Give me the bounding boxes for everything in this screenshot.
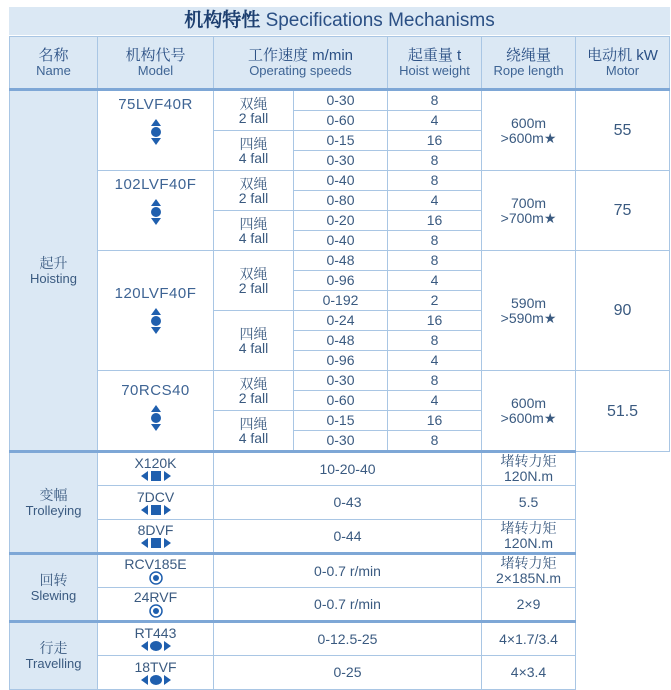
speed-value: 0-0.7 r/min xyxy=(214,554,482,588)
model-cell: 70RCS40 xyxy=(98,371,214,452)
speed-value: 0-30 xyxy=(294,371,388,391)
model-cell: 24RVF xyxy=(98,588,214,622)
speed-value: 0-30 xyxy=(294,151,388,171)
model-cell: RCV185E xyxy=(98,554,214,588)
model-cell: 75LVF40R xyxy=(98,90,214,171)
weight-value: 8 xyxy=(388,171,482,191)
fall-2-cell: 双绳 2 fall xyxy=(214,171,294,211)
weight-value: 8 xyxy=(388,90,482,111)
speed-value: 0-43 xyxy=(214,486,482,520)
header-motor: 电动机 kW Motor xyxy=(576,37,670,90)
motor-value: 堵转力矩 2×185N.m xyxy=(482,554,576,588)
rope-cell: 700m >700m★ xyxy=(482,171,576,251)
specifications-table xyxy=(9,36,670,690)
motor-value: 2×9 xyxy=(482,588,576,622)
motor-value: 55 xyxy=(576,90,670,171)
speed-value: 0-40 xyxy=(294,171,388,191)
speed-value: 0-15 xyxy=(294,411,388,431)
speed-value: 0-48 xyxy=(294,331,388,351)
speed-value: 0-192 xyxy=(294,291,388,311)
header-row xyxy=(10,37,670,90)
page-title xyxy=(9,7,670,35)
weight-value: 16 xyxy=(388,211,482,231)
title-cn: 机构特性 xyxy=(184,10,261,31)
category-trolleying: 变幅 Trolleying xyxy=(10,452,98,554)
speed-value: 0-12.5-25 xyxy=(214,622,482,656)
motor-value: 51.5 xyxy=(576,371,670,452)
weight-value: 8 xyxy=(388,151,482,171)
speed-value: 0-25 xyxy=(214,656,482,690)
table-row xyxy=(10,554,670,588)
left-right-arrows-icon xyxy=(140,504,172,516)
speed-value: 0-60 xyxy=(294,111,388,131)
motor-value: 4×3.4 xyxy=(482,656,576,690)
speed-value: 0-96 xyxy=(294,271,388,291)
motor-value: 5.5 xyxy=(482,486,576,520)
motor-value: 75 xyxy=(576,171,670,251)
weight-value: 8 xyxy=(388,231,482,251)
header-model: 机构代号 Model xyxy=(98,37,214,90)
speed-value: 0-48 xyxy=(294,251,388,271)
table-row xyxy=(10,520,670,554)
up-down-arrows-icon xyxy=(149,404,163,432)
speed-value: 0-30 xyxy=(294,431,388,452)
table-row xyxy=(10,171,670,191)
category-travelling: 行走 Travelling xyxy=(10,622,98,690)
fall-4-cell: 四绳 4 fall xyxy=(214,131,294,171)
weight-value: 8 xyxy=(388,331,482,351)
fall-2-cell: 双绳 2 fall xyxy=(214,90,294,131)
fall-4-cell: 四绳 4 fall xyxy=(214,411,294,452)
title-en: Specifications Mechanisms xyxy=(265,10,495,31)
weight-value: 8 xyxy=(388,431,482,452)
rope-cell: 600m >600m★ xyxy=(482,90,576,171)
table-row xyxy=(10,622,670,656)
left-right-arrows-icon xyxy=(140,470,172,482)
fall-2-cell: 双绳 2 fall xyxy=(214,371,294,411)
fall-4-cell: 四绳 4 fall xyxy=(214,311,294,371)
weight-value: 4 xyxy=(388,191,482,211)
table-row xyxy=(10,371,670,391)
model-cell: 7DCV xyxy=(98,486,214,520)
model-cell: 102LVF40F xyxy=(98,171,214,251)
speed-value: 0-80 xyxy=(294,191,388,211)
speed-value: 0-15 xyxy=(294,131,388,151)
rotation-icon xyxy=(149,571,163,585)
motor-value: 堵转力矩 120N.m xyxy=(482,452,576,486)
rope-cell: 590m >590m★ xyxy=(482,251,576,371)
up-down-arrows-icon xyxy=(149,307,163,335)
speed-value: 0-44 xyxy=(214,520,482,554)
speed-value: 0-40 xyxy=(294,231,388,251)
speed-value: 0-20 xyxy=(294,211,388,231)
left-right-arrows-icon xyxy=(140,537,172,549)
fall-2-cell: 双绳 2 fall xyxy=(214,251,294,311)
header-speed: 工作速度 m/min Operating speeds xyxy=(214,37,388,90)
table-row xyxy=(10,588,670,622)
model-cell: RT443 xyxy=(98,622,214,656)
motor-value: 4×1.7/3.4 xyxy=(482,622,576,656)
weight-value: 16 xyxy=(388,131,482,151)
speed-value: 0-0.7 r/min xyxy=(214,588,482,622)
model-cell: 18TVF xyxy=(98,656,214,690)
header-weight: 起重量 t Hoist weight xyxy=(388,37,482,90)
speed-value: 0-24 xyxy=(294,311,388,331)
weight-value: 16 xyxy=(388,411,482,431)
model-cell: 120LVF40F xyxy=(98,251,214,371)
speed-value: 0-30 xyxy=(294,90,388,111)
motor-value: 堵转力矩 120N.m xyxy=(482,520,576,554)
weight-value: 4 xyxy=(388,351,482,371)
up-down-arrows-icon xyxy=(149,198,163,226)
table-row xyxy=(10,486,670,520)
weight-value: 4 xyxy=(388,391,482,411)
weight-value: 4 xyxy=(388,111,482,131)
weight-value: 2 xyxy=(388,291,482,311)
up-down-arrows-icon xyxy=(149,118,163,146)
model-cell: X120K xyxy=(98,452,214,486)
weight-value: 8 xyxy=(388,371,482,391)
motor-value: 90 xyxy=(576,251,670,371)
speed-value: 0-96 xyxy=(294,351,388,371)
model-cell: 8DVF xyxy=(98,520,214,554)
table-row xyxy=(10,656,670,690)
speed-value: 10-20-40 xyxy=(214,452,482,486)
table-row xyxy=(10,251,670,271)
header-rope: 绕绳量 Rope length xyxy=(482,37,576,90)
rope-cell: 600m >600m★ xyxy=(482,371,576,452)
rotation-icon xyxy=(149,604,163,618)
weight-value: 8 xyxy=(388,251,482,271)
weight-value: 16 xyxy=(388,311,482,331)
travel-arrows-icon xyxy=(140,674,172,686)
header-name: 名称 Name xyxy=(10,37,98,90)
category-slewing: 回转 Slewing xyxy=(10,554,98,622)
travel-arrows-icon xyxy=(140,640,172,652)
speed-value: 0-60 xyxy=(294,391,388,411)
fall-4-cell: 四绳 4 fall xyxy=(214,211,294,251)
table-row xyxy=(10,90,670,111)
weight-value: 4 xyxy=(388,271,482,291)
category-hoisting: 起升 Hoisting xyxy=(10,90,98,452)
table-row xyxy=(10,452,670,486)
